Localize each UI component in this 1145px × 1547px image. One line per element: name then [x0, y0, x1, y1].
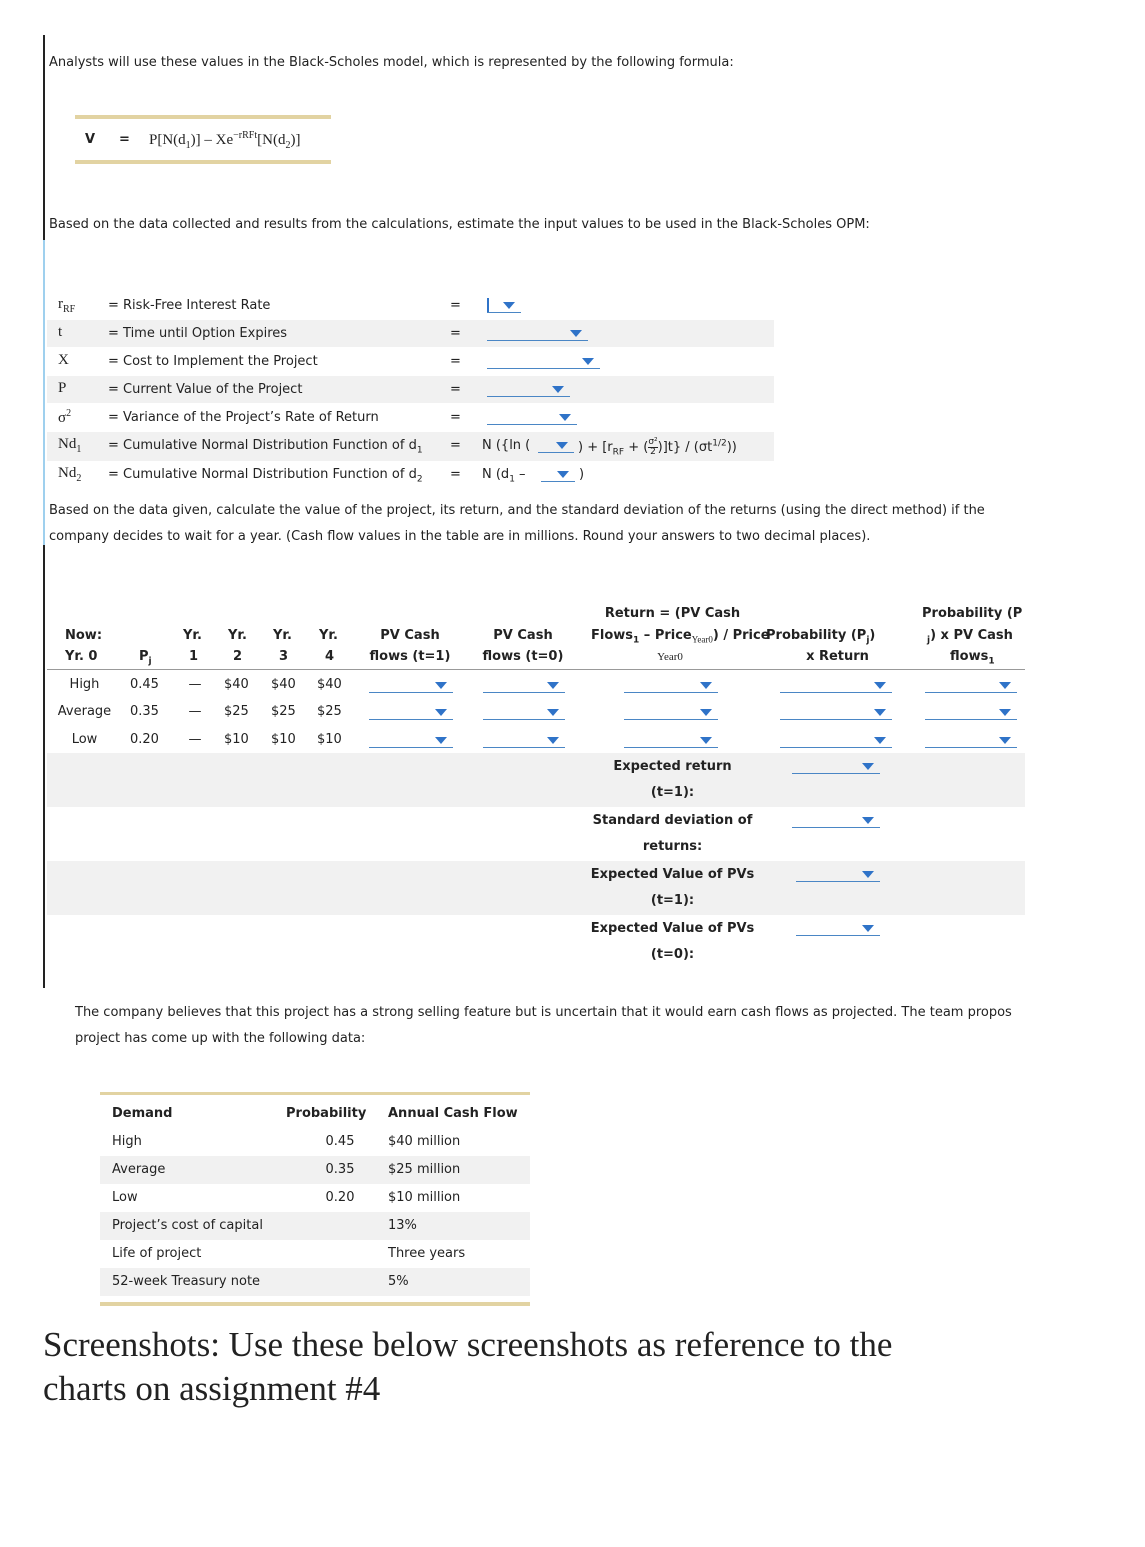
data-table-row: Life of project Three years — [112, 1246, 466, 1261]
screenshots-heading: Screenshots: Use these below screenshots as reference to the charts on assignment #4 — [43, 1325, 893, 1408]
header-pv1-b: flows (t=1) — [369, 649, 451, 664]
header-prob-a: Probability $(P_j)$ — [766, 628, 876, 646]
input-symbol: $Nd_1$ — [58, 436, 82, 455]
header-yr-2a: Yr. — [228, 628, 247, 643]
input-description: = Cumulative Normal Distribution Function of $d_1$ — [108, 438, 423, 456]
summary-label: Expected Value of PVs — [590, 867, 755, 882]
summary-label-cont: (t=1): — [650, 893, 695, 908]
formula-bottom-rule — [75, 160, 331, 164]
data-table-row: Low 0.20 $10 million — [112, 1190, 461, 1205]
company-text-line1: The company believes that this project has a strong selling feature but is uncertain that it would earn cash flows as projected. The team propos — [75, 1005, 1012, 1020]
nd1-formula: N ({ln ( — [482, 438, 531, 453]
table-answer-dropdown[interactable] — [483, 705, 565, 720]
summary-dropdown[interactable] — [796, 921, 880, 936]
nd1-dropdown[interactable] — [538, 438, 574, 453]
formula-box — [75, 128, 331, 152]
table-answer-dropdown[interactable] — [925, 705, 1017, 720]
summary-label: Expected return — [613, 759, 732, 774]
header-yr-3a: Yr. — [273, 628, 292, 643]
intro-text: Analysts will use these values in the Black-Scholes model, which is represented by the following formula: — [49, 55, 734, 70]
data-table-row: Project’s cost of capital 13% — [100, 1212, 530, 1240]
table-cell-label: High — [69, 677, 100, 692]
table-answer-dropdown[interactable] — [925, 678, 1017, 693]
input-description: = Time until Option Expires — [108, 326, 288, 341]
header-pj: $P_j$ — [139, 649, 152, 667]
data-table-row: Average 0.35 $25 million — [100, 1156, 530, 1184]
table-cell-y4: $25 — [317, 704, 342, 719]
summary-label: Standard deviation of — [592, 813, 753, 828]
input-equals: = — [450, 438, 461, 453]
header-ppv-b: $_j$) x PV Cash — [927, 628, 1013, 646]
header-now: Now: — [65, 628, 103, 643]
header-divider — [47, 669, 1025, 670]
input-equals: = — [450, 354, 461, 369]
table-cell-y3: $10 — [271, 732, 296, 747]
input-description: = Cumulative Normal Distribution Function of $d_2$ — [108, 467, 423, 485]
table-answer-dropdown[interactable] — [780, 705, 892, 720]
summary-label-cont: (t=0): — [650, 947, 695, 962]
nd2-formula: N ($d_1$ – — [482, 467, 526, 485]
table-cell-p: 0.45 — [130, 677, 159, 692]
table-answer-dropdown[interactable] — [483, 733, 565, 748]
table-cell-y3: $40 — [271, 677, 296, 692]
table-answer-dropdown[interactable] — [624, 733, 718, 748]
input-description: = Risk-Free Interest Rate — [108, 298, 271, 313]
header-prob-b: x Return — [806, 649, 869, 664]
p-dropdown[interactable] — [487, 382, 570, 397]
table-cell-y2: $25 — [224, 704, 249, 719]
input-equals: = — [450, 382, 461, 397]
input-symbol: $Nd_2$ — [58, 465, 82, 484]
company-text-line2: project has come up with the following data: — [75, 1031, 366, 1046]
header-yr-3b: 3 — [279, 649, 289, 664]
input-symbol: X — [58, 352, 69, 368]
input-description: = Cost to Implement the Project — [108, 354, 318, 369]
data-table-top-rule — [100, 1092, 530, 1095]
nd2-close-paren: ) — [579, 467, 585, 482]
data-table-row: High 0.45 $40 million — [112, 1134, 461, 1149]
data-table — [100, 1100, 530, 1296]
header-ppv-a: Probability (P — [922, 606, 1023, 621]
table-cell-y4: $10 — [317, 732, 342, 747]
formula-expression: $P[N(d_1)] - Xe^{-rRFt}[N(d_2)]$ — [149, 130, 301, 151]
header-yr-4b: 4 — [325, 649, 335, 664]
summary-dropdown[interactable] — [796, 867, 880, 882]
input-equals: = — [450, 326, 461, 341]
calc-text-line1: Based on the data given, calculate the value of the project, its return, and the standard deviation of the returns (using the direct method) if the — [49, 503, 985, 518]
input-description: = Current Value of the Project — [108, 382, 303, 397]
table-answer-dropdown[interactable] — [624, 678, 718, 693]
header-yr-4a: Yr. — [319, 628, 338, 643]
header-return-b: Flows$_1$ – Price$_{Year0}$) / Price — [591, 628, 770, 646]
x-dropdown[interactable] — [487, 354, 600, 369]
header-yr-1b: 1 — [189, 649, 199, 664]
header-pv1-a: PV Cash — [380, 628, 440, 643]
header-pv0-b: flows (t=0) — [482, 649, 564, 664]
table-answer-dropdown[interactable] — [369, 733, 453, 748]
table-answer-dropdown[interactable] — [369, 678, 453, 693]
t-dropdown[interactable] — [487, 326, 588, 341]
table-cell-p: 0.20 — [130, 732, 159, 747]
nd2-dropdown[interactable] — [541, 467, 575, 482]
table-cell-y4: $40 — [317, 677, 342, 692]
input-equals: = — [450, 467, 461, 482]
input-equals: = — [450, 410, 461, 425]
formula-top-rule — [75, 115, 331, 119]
data-table-row: 52-week Treasury note 5% — [100, 1268, 530, 1296]
summary-label: Expected Value of PVs — [590, 921, 755, 936]
input-symbol: t — [58, 324, 63, 340]
calc-text-line2: company decides to wait for a year. (Cash flow values in the table are in millions. Round your answers to two decimal places). — [49, 529, 871, 544]
table-answer-dropdown[interactable] — [483, 678, 565, 693]
table-cell-label: Average — [57, 704, 112, 719]
header-yr-2b: 2 — [233, 649, 243, 664]
left-focus-line — [43, 240, 45, 545]
variance-dropdown[interactable] — [487, 410, 577, 425]
header-return-c: Year0 — [657, 651, 683, 663]
nd1-formula-rest: ) + [$r_{RF}$ + ( $\frac{\text{σ²}}{2}$ )]$t\} / (\sigma t^{1/2})$) — [578, 437, 737, 458]
header-return-a: Return = (PV Cash — [604, 606, 741, 621]
table-cell-y1: — — [188, 704, 202, 719]
summary-dropdown[interactable] — [792, 813, 880, 828]
input-equals: = — [450, 298, 461, 313]
table-cell-p: 0.35 — [130, 704, 159, 719]
table-cell-y1: — — [188, 677, 202, 692]
table-answer-dropdown[interactable] — [369, 705, 453, 720]
table-cell-label: Low — [71, 732, 98, 747]
header-yr0: Yr. 0 — [65, 649, 98, 664]
header-ppv-c: flows$_1$ — [950, 649, 995, 667]
header-yr-1a: Yr. — [183, 628, 202, 643]
summary-label-cont: (t=1): — [650, 785, 695, 800]
input-description: = Variance of the Project’s Rate of Return — [108, 410, 379, 425]
summary-label-cont: returns: — [642, 839, 703, 854]
table-cell-y2: $40 — [224, 677, 249, 692]
table-cell-y2: $10 — [224, 732, 249, 747]
input-symbol: $r_{RF}$ — [58, 296, 76, 315]
estimate-text: Based on the data collected and results from the calculations, estimate the input values to be used in the Black-Scholes OPM: — [49, 217, 870, 232]
table-answer-dropdown[interactable] — [780, 733, 892, 748]
table-answer-dropdown[interactable] — [780, 678, 892, 693]
header-pv0-a: PV Cash — [493, 628, 553, 643]
rrf-dropdown[interactable] — [487, 298, 521, 313]
formula-eq: = — [119, 132, 130, 147]
data-table-bottom-rule — [100, 1302, 530, 1306]
table-answer-dropdown[interactable] — [624, 705, 718, 720]
input-symbol: P — [58, 380, 67, 396]
table-answer-dropdown[interactable] — [925, 733, 1017, 748]
table-cell-y1: — — [188, 732, 202, 747]
summary-dropdown[interactable] — [792, 759, 880, 774]
formula-v: V — [85, 132, 96, 147]
data-table-header-row: Demand Probability Annual Cash Flow — [112, 1106, 518, 1121]
input-symbol: $\sigma^2$ — [58, 408, 72, 426]
table-cell-y3: $25 — [271, 704, 296, 719]
